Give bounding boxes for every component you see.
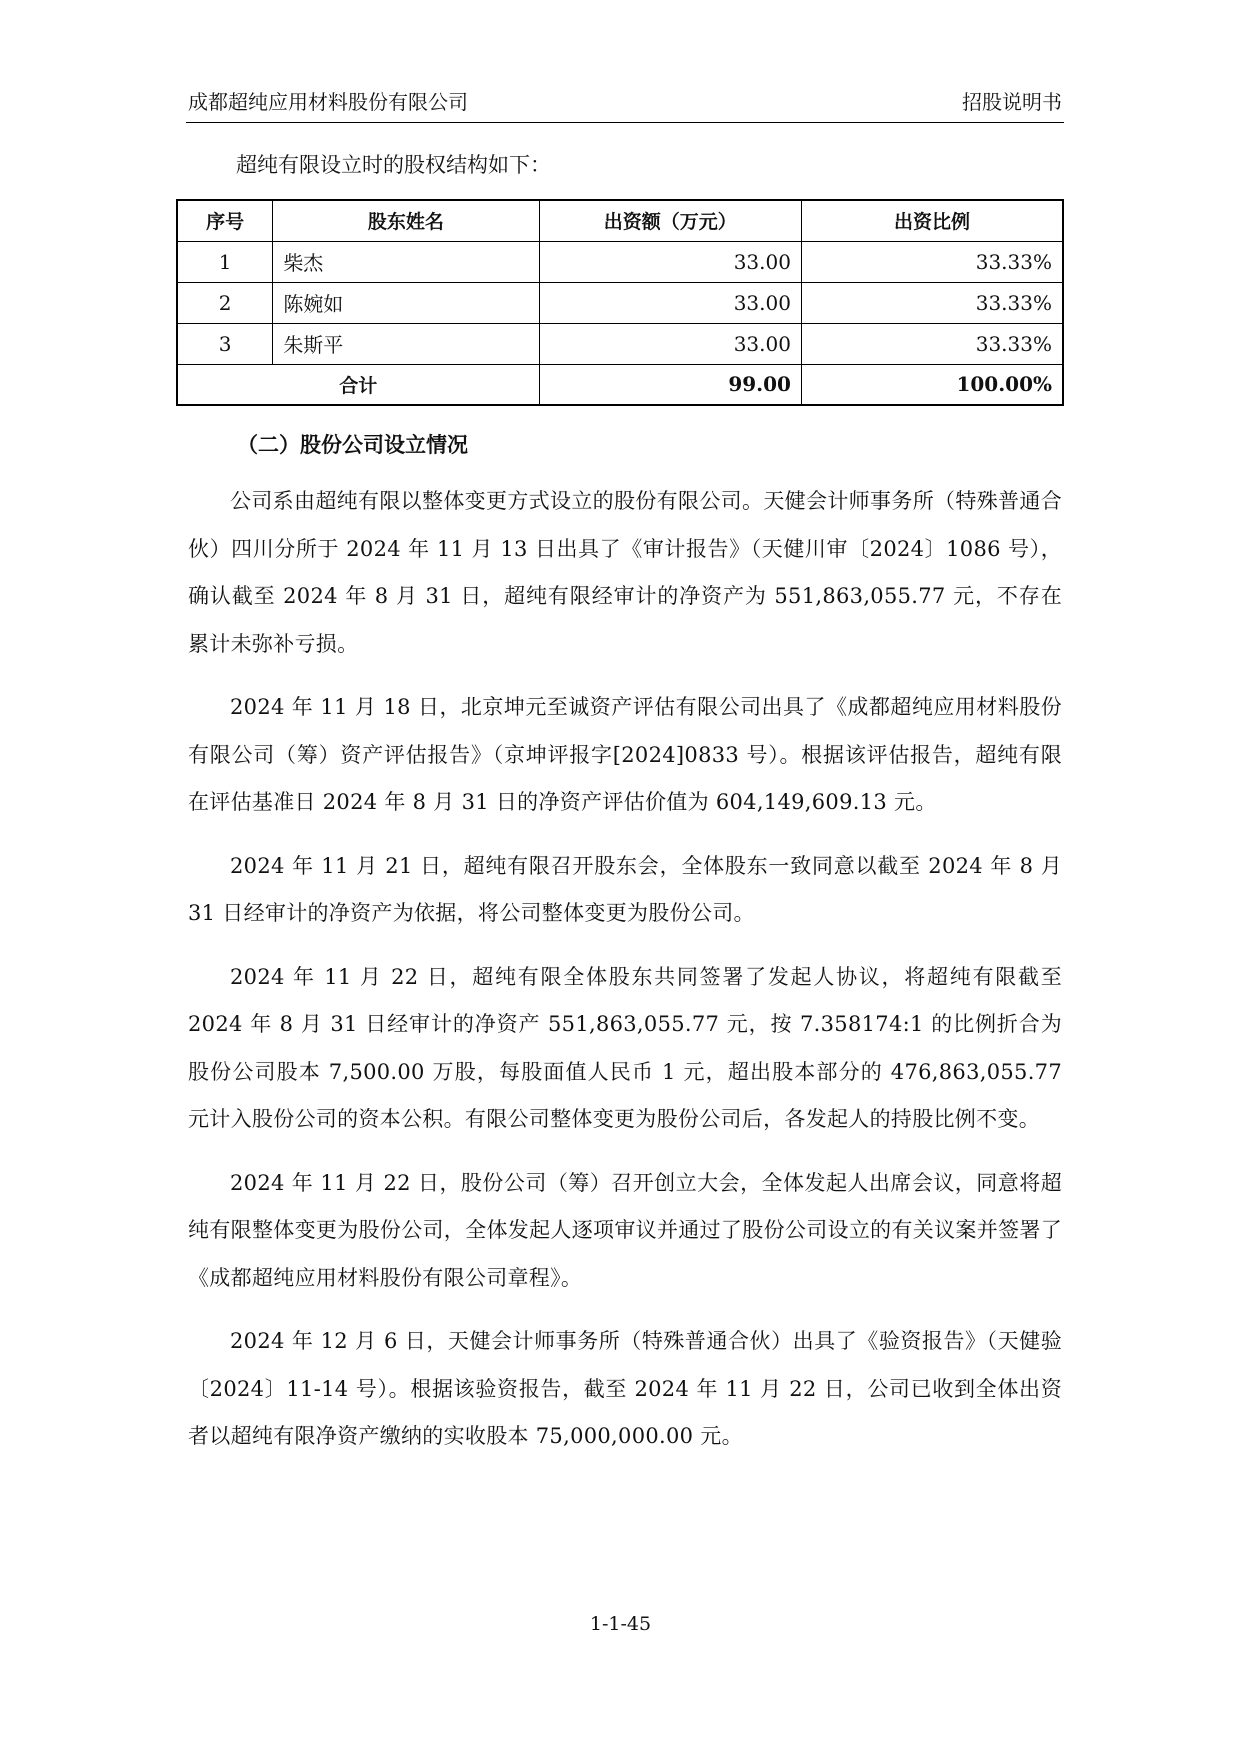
header-rule (186, 122, 1064, 123)
col-header-index: 序号 (177, 200, 273, 241)
cell-ratio: 33.33% (801, 241, 1063, 282)
cell-index: 2 (177, 282, 273, 323)
cell-name: 朱斯平 (273, 323, 539, 364)
section-title: （二）股份公司设立情况 (237, 433, 468, 457)
cell-amount: 33.00 (539, 282, 801, 323)
cell-ratio: 33.33% (801, 282, 1063, 323)
page-number: 1-1-45 (589, 1613, 652, 1635)
cell-index: 1 (177, 241, 273, 282)
body-text (188, 478, 1062, 1477)
table-row (177, 323, 1063, 364)
total-amount: 99.00 (539, 364, 801, 405)
total-ratio: 100.00% (801, 364, 1063, 405)
paragraph: 公司系由超纯有限以整体变更方式设立的股份有限公司。天健会计师事务所（特殊普通合伙）四川分所于 2024 年 11 月 13 日出具了《审计报告》（天健川审〔2024〕1086 号），确认截至 2024 年 8 月 31 日，超纯有限经审计的净资产为 551,863,055.77 元，不存在累计未弥补亏损。 (188, 489, 1062, 656)
col-header-name: 股东姓名 (273, 200, 539, 241)
table-row (177, 282, 1063, 323)
table-header-row (177, 200, 1063, 241)
col-header-amount: 出资额（万元） (539, 200, 801, 241)
header-company: 成都超纯应用材料股份有限公司 (188, 90, 468, 114)
table-intro: 超纯有限设立时的股权结构如下： (236, 153, 551, 177)
cell-amount: 33.00 (539, 323, 801, 364)
table-total-row (177, 364, 1063, 405)
col-header-ratio: 出资比例 (801, 200, 1063, 241)
header-doc-type: 招股说明书 (962, 90, 1062, 114)
paragraph: 2024 年 11 月 21 日，超纯有限召开股东会，全体股东一致同意以截至 2024 年 8 月 31 日经审计的净资产为依据，将公司整体变更为股份公司。 (188, 853, 1062, 925)
cell-name: 柴杰 (273, 241, 539, 282)
cell-name: 陈婉如 (273, 282, 539, 323)
total-label: 合计 (177, 364, 539, 405)
cell-index: 3 (177, 323, 273, 364)
cell-ratio: 33.33% (801, 323, 1063, 364)
equity-table (176, 199, 1064, 406)
paragraph: 2024 年 12 月 6 日，天健会计师事务所（特殊普通合伙）出具了《验资报告》（天健验〔2024〕11-14 号）。根据该验资报告，截至 2024 年 11 月 22 日，公司已收到全体出资者以超纯有限净资产缴纳的实收股本 75,000,000.00 元。 (188, 1329, 1062, 1448)
paragraph: 2024 年 11 月 22 日，超纯有限全体股东共同签署了发起人协议，将超纯有限截至 2024 年 8 月 31 日经审计的净资产 551,863,055.77 元，按 7.358174:1 的比例折合为股份公司股本 7,500.00 万股，每股面值人民币 1 元，超出股本部分的 476,863,055.77 元计入股份公司的资本公积。有限公司整体变更为股份公司后，各发起人的持股比例不变。 (188, 964, 1062, 1131)
paragraph: 2024 年 11 月 22 日，股份公司（筹）召开创立大会，全体发起人出席会议，同意将超纯有限整体变更为股份公司，全体发起人逐项审议并通过了股份公司设立的有关议案并签署了《成都超纯应用材料股份有限公司章程》。 (188, 1170, 1062, 1290)
page-header (188, 88, 1062, 116)
paragraph: 2024 年 11 月 18 日，北京坤元至诚资产评估有限公司出具了《成都超纯应用材料股份有限公司（筹）资产评估报告》（京坤评报字[2024]0833 号）。根据该评估报告，超纯有限在评估基准日 2024 年 8 月 31 日的净资产评估价值为 604,149,609.13 元。 (188, 695, 1062, 814)
table-row (177, 241, 1063, 282)
cell-amount: 33.00 (539, 241, 801, 282)
